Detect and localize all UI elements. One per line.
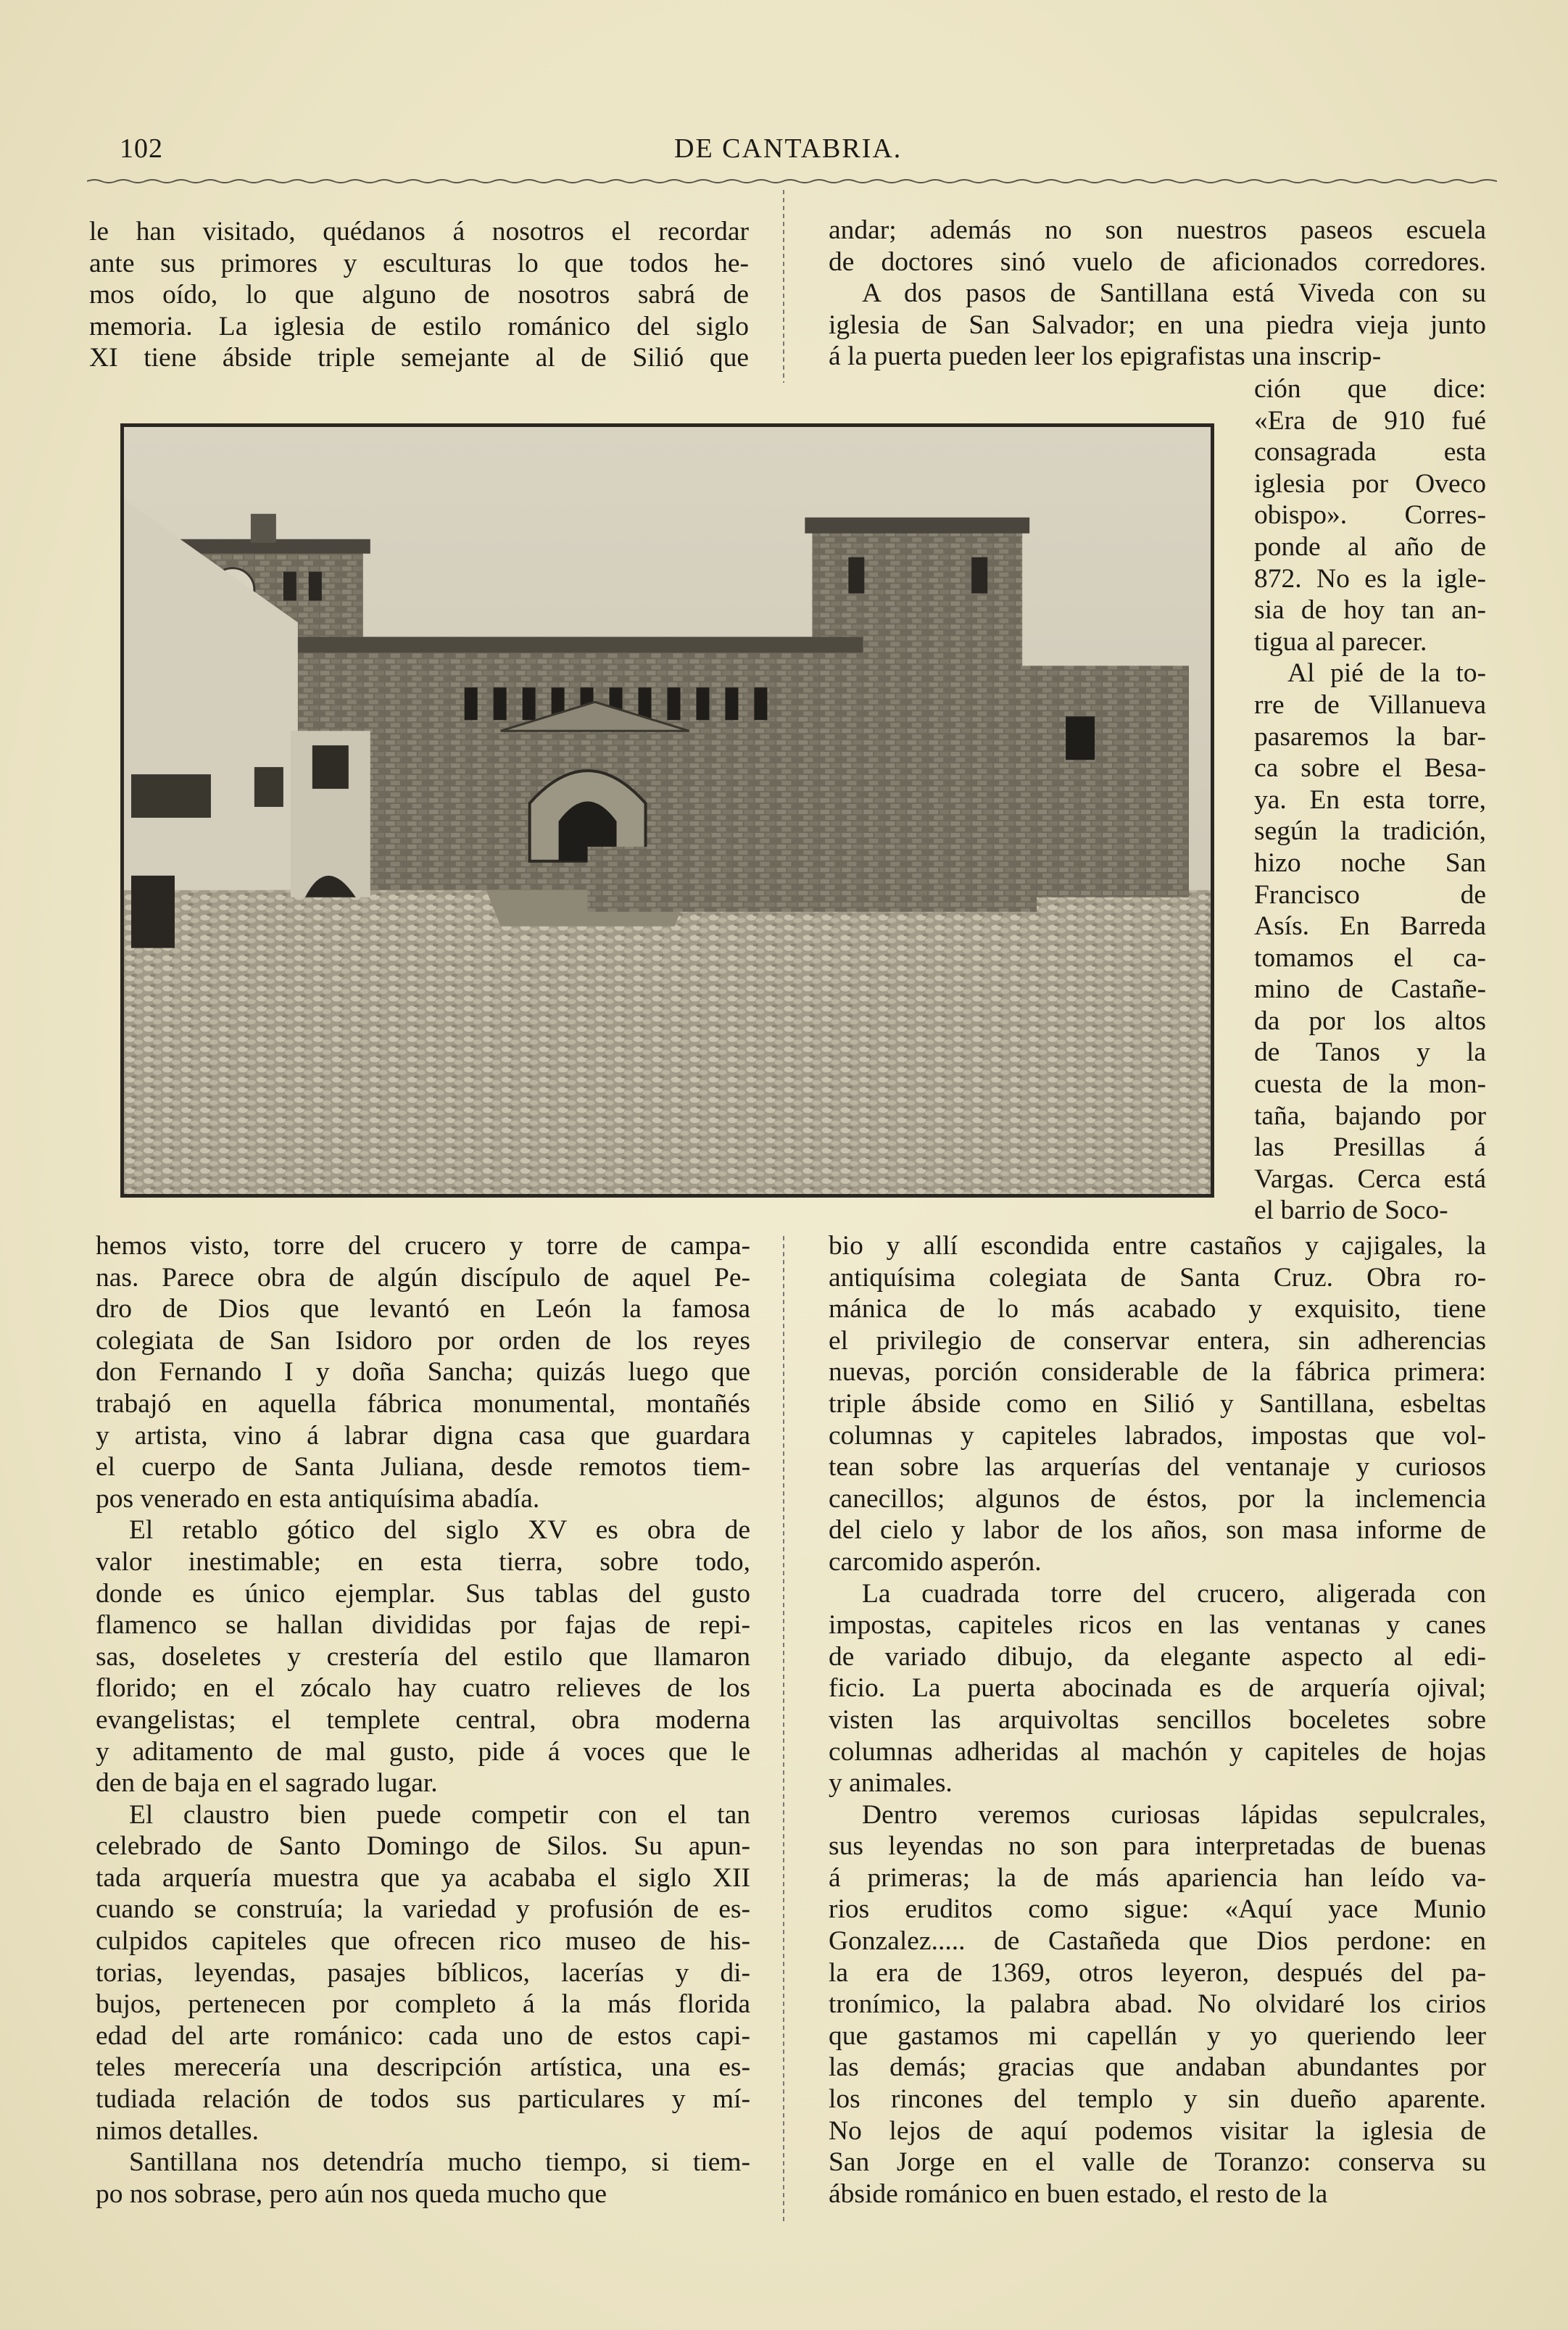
text-line: nas. Parece obra de algún discípulo de aquel Pe- (96, 1262, 750, 1293)
text-line: consagrada esta (1254, 437, 1486, 468)
text-line: hemos visto, torre del crucero y torre de campa- (96, 1231, 750, 1261)
column-divider-bottom (783, 1236, 784, 2222)
text-line: triple ábside como en Silió y Santillana, esbeltas (829, 1388, 1486, 1419)
text-line: Gonzalez..... de Castañeda que Dios perdone: en (829, 1926, 1486, 1957)
text-line: El retablo gótico del siglo XV es obra de (129, 1515, 750, 1546)
text-line: de Tanos y la (1254, 1037, 1486, 1068)
text-line: ca sobre el Besa- (1254, 753, 1486, 784)
side-house (935, 666, 1189, 897)
text-line: 872. No es la igle- (1254, 563, 1486, 594)
text-line: columnas y capiteles labrados, impostas que vol- (829, 1420, 1486, 1451)
text-line: No lejos de aquí podemos visitar la iglesia de (829, 2115, 1486, 2146)
column-divider-top (783, 190, 784, 383)
text-line: tean sobre las arquerías del ventanaje y curiosos (829, 1452, 1486, 1483)
text-line: rios eruditos como sigue: «Aquí yace Munio (829, 1894, 1486, 1925)
text-line: tigua al parecer. (1254, 626, 1427, 657)
right-column-beside-figure (1254, 373, 1486, 1227)
text-line: de doctores sinó vuelo de aficionados corredores. (829, 246, 1486, 277)
text-line: tomamos el ca- (1254, 942, 1486, 973)
text-line: sas, doseletes y crestería del estilo que llamaron (96, 1641, 750, 1672)
page-number: 102 (120, 133, 163, 164)
text-line: le han visitado, quédanos á nosotros el recordar (89, 217, 749, 246)
text-line: rre de Villanueva (1254, 689, 1486, 720)
text-line: El claustro bien puede competir con el tan (129, 1799, 750, 1830)
text-line: el cuerpo de Santa Juliana, desde remotos tiem- (96, 1452, 750, 1483)
text-line: tudiada relación de todos sus particulares y mí- (96, 2084, 750, 2115)
text-line: Francisco de (1254, 879, 1486, 910)
text-line: da por los altos (1254, 1006, 1486, 1036)
text-line: «Era de 910 fué (1254, 405, 1486, 436)
text-line: las demás; gracias que andaban abundantes por (829, 2052, 1486, 2083)
text-line: don Fernando I y doña Sancha; quizás luego que (96, 1357, 750, 1388)
text-line: hizo noche San (1254, 847, 1486, 878)
text-line: carcomido asperón. (829, 1546, 1042, 1577)
text-line: memoria. La iglesia de estilo románico del siglo (89, 311, 749, 341)
text-line: Asís. En Barreda (1254, 911, 1486, 942)
text-line: evangelistas; el templete central, obra moderna (96, 1704, 750, 1735)
text-line: trabajó en aquella fábrica monumental, montañés (96, 1388, 750, 1419)
text-line: celebrado de Santo Domingo de Silos. Su apun- (96, 1831, 750, 1862)
text-line: La cuadrada torre del crucero, aligerada con (862, 1578, 1486, 1609)
text-line: Santillana nos detendría mucho tiempo, si tiem- (129, 2147, 750, 2178)
text-line: ábside románico en buen estado, el resto de la (829, 2178, 1328, 2209)
text-line: tada arquería muestra que ya acababa el siglo XII (96, 1862, 750, 1893)
text-line: ficio. La puerta abocinada es de arquería ojival; (829, 1673, 1486, 1704)
text-line: ya. En esta torre, (1254, 784, 1486, 815)
text-line: cuesta de la mon- (1254, 1069, 1486, 1100)
text-line: pasaremos la bar- (1254, 721, 1486, 752)
text-line: iglesia de San Salvador; en una piedra vieja junto (829, 310, 1486, 340)
text-line: impostas, capiteles ricos en las ventanas y canes (829, 1610, 1486, 1641)
text-line: la era de 1369, otros leyeron, después del pa- (829, 1957, 1486, 1988)
text-line: po nos sobrase, pero aún nos queda mucho que (96, 2178, 607, 2209)
text-line: y aditamento de mal gusto, pide á voces que le (96, 1736, 750, 1767)
text-line: colegiata de San Isidoro por orden de los reyes (96, 1325, 750, 1356)
text-line: las Presillas á (1254, 1132, 1486, 1163)
church-illustration (124, 427, 1211, 1194)
text-line: tronímico, la palabra abad. No olvidaré los cirios (829, 1989, 1486, 2020)
text-line: ción que dice: (1254, 374, 1486, 404)
text-line: el barrio de Soco- (1254, 1195, 1448, 1226)
text-line: pos venerado en esta antiquísima abadía. (96, 1483, 540, 1514)
text-line: mino de Castañe- (1254, 974, 1486, 1005)
header-ornamental-rule (87, 178, 1497, 184)
text-line: mánica de lo más acabado y exquisito, tiene (829, 1294, 1486, 1324)
text-line: nuevas, porción considerable de la fábrica primera: (829, 1357, 1486, 1388)
text-line: Al pié de la to- (1287, 658, 1486, 689)
text-line: antiquísima colegiata de Santa Cruz. Obra ro- (829, 1262, 1486, 1293)
text-line: que gastamos mi capellán y yo queriendo leer (829, 2020, 1486, 2051)
text-line: taña, bajando por (1254, 1100, 1486, 1131)
text-line: edad del arte románico: cada uno de estos capi- (96, 2020, 750, 2051)
text-line: de variado dibujo, da elegante aspecto al edi- (829, 1641, 1486, 1672)
page-header (120, 133, 1497, 169)
text-line: mos oído, lo que alguno de nosotros sabrá de (89, 280, 749, 310)
text-line: del cielo y labor de los años, son masa informe de (829, 1515, 1486, 1546)
text-line: bio y allí escondida entre castaños y cajigales, la (829, 1231, 1486, 1261)
text-line: XI tiene ábside triple semejante al de Silió que (89, 343, 749, 373)
text-line: iglesia por Oveco (1254, 468, 1486, 499)
text-line: visten las arquivoltas sencillos boceletes sobre (829, 1704, 1486, 1735)
text-line: nimos detalles. (96, 2115, 259, 2146)
text-line: bujos, pertenecen por completo á la más florida (96, 1989, 750, 2020)
text-line: según la tradición, (1254, 816, 1486, 847)
text-line: á la puerta pueden leer los epigrafistas una inscrip- (829, 341, 1382, 372)
text-line: torias, leyendas, pasajes bíblicos, lacerías y di- (96, 1957, 750, 1988)
text-line: San Jorge en el valle de Toranzo: conserva su (829, 2147, 1486, 2178)
text-line: valor inestimable; en esta tierra, sobre todo, (96, 1546, 750, 1577)
text-line: obispo». Corres- (1254, 500, 1486, 531)
left-column-bottom (96, 1230, 750, 2210)
text-line: Dentro veremos curiosas lápidas sepulcrales, (862, 1799, 1486, 1830)
right-column-top (829, 215, 1486, 373)
text-line: columnas adheridas al machón y capiteles de hojas (829, 1736, 1486, 1767)
text-line: culpidos capiteles que ofrecen rico museo de his- (96, 1926, 750, 1957)
text-line: den de baja en el sagrado lugar. (96, 1768, 438, 1799)
text-line: y artista, vino á labrar digna casa que guardara (96, 1420, 750, 1451)
text-line: sia de hoy tan an- (1254, 595, 1486, 626)
cobblestone-plaza (124, 890, 1211, 1194)
text-line: A dos pasos de Santillana está Viveda con su (862, 278, 1486, 309)
text-line: donde es único ejemplar. Sus tablas del gusto (96, 1578, 750, 1609)
right-column-bottom (829, 1230, 1486, 2210)
text-line: sus leyendas no son para interpretadas de buenas (829, 1831, 1486, 1862)
text-line: cuando se construía; la variedad y profusión de es- (96, 1894, 750, 1925)
text-line: dro de Dios que levantó en León la famosa (96, 1294, 750, 1324)
church-photograph (120, 423, 1214, 1198)
text-line: el privilegio de conservar entera, sin adherencias (829, 1325, 1486, 1356)
text-line: á primeras; la de más apariencia han leído va- (829, 1862, 1486, 1893)
text-line: Vargas. Cerca está (1254, 1164, 1486, 1194)
text-line: los rincones del templo y sin dueño aparente. (829, 2084, 1486, 2115)
text-line: andar; además no son nuestros paseos escuela (829, 215, 1486, 245)
left-column-top (89, 216, 749, 374)
text-line: y animales. (829, 1768, 953, 1799)
running-title: DE CANTABRIA. (674, 133, 903, 164)
text-line: florido; en el zócalo hay cuatro relieves de los (96, 1673, 750, 1704)
text-line: ponde al año de (1254, 531, 1486, 562)
text-line: flamenco se hallan divididas por fajas de repi- (96, 1610, 750, 1641)
text-line: ante sus primores y esculturas lo que todos he- (89, 248, 749, 278)
text-line: teles merecería una descripción artística, una es- (96, 2052, 750, 2083)
text-line: canecillos; algunos de éstos, por la inclemencia (829, 1483, 1486, 1514)
